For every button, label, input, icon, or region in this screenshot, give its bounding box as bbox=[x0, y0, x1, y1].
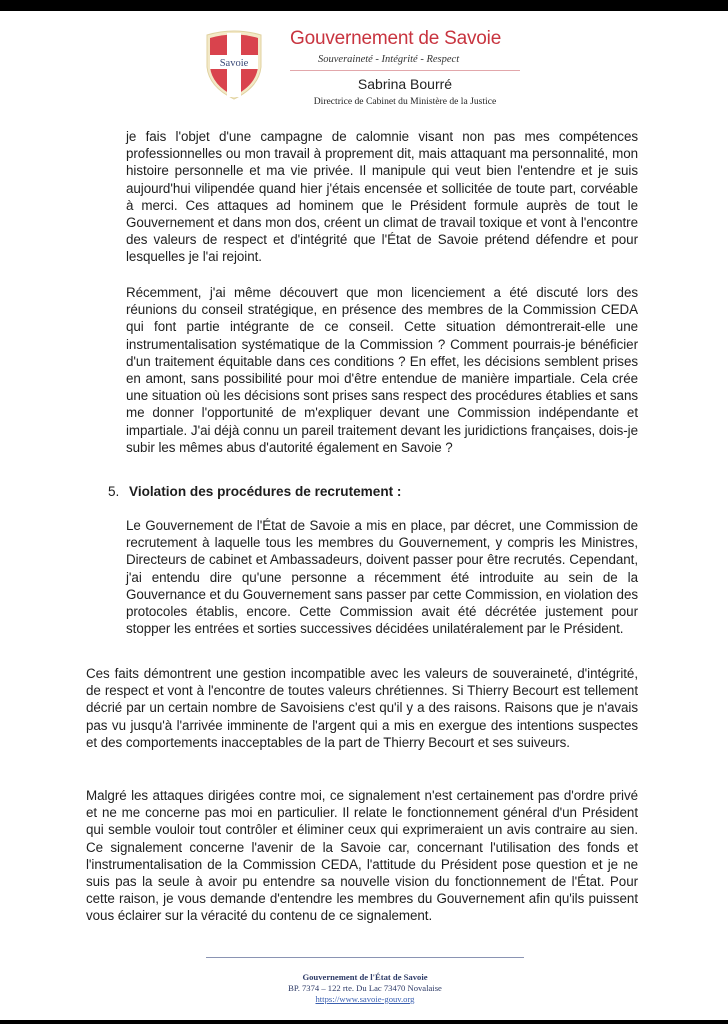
header-divider bbox=[290, 70, 520, 71]
shield-label: Savoie bbox=[219, 58, 249, 69]
bottom-black-bar bbox=[0, 1020, 728, 1024]
section-heading bbox=[108, 484, 401, 499]
paragraph-conclusion: Malgré les attaques dirigées contre moi, ce signalement n'est certainement pas d'ordre privé et ne me concerne pas moi en particulier. Il relate le fonctionnement général d'un Président qui semble vouloir tout contrôler et éliminer ceux qui exprimeraient un avis contraire au sien. Ce signalement concerne l'avenir de la Savoie car, concernant l'utilisation des fonds et l'instrumentalisation de la Commission CEDA, l'attitude du Président pose question et je ne suis pas la seule à avoir pu entendre sa nouvelle vision du fonctionnement de l'État. Pour cette raison, je vous demande d'entendre les membres du Gouvernement afin qu'ils puissent vous éclairer sur la véracité du contenu de ce signalement. bbox=[86, 788, 638, 924]
org-name: Gouvernement de Savoie bbox=[290, 28, 502, 49]
sender-title: Directrice de Cabinet du Ministère de la Justice bbox=[313, 96, 497, 107]
section-title: Violation des procédures de recrutement : bbox=[129, 484, 402, 499]
paragraph-recrutement: Le Gouvernement de l'État de Savoie a mis en place, par décret, une Commission de recrutement à laquelle tous les membres du Gouvernement, y compris les Ministres, Directeurs de cabinet et Ambassadeurs, doivent passer pour être recrutés. Cependant, j'ai entendu dire qu'une personne a récemment été introduite au sein de la Gouvernance et du Gouvernement sans passer par cette Commission, en violation des protocoles établis, encore. Cette Commission avait été décrétée justement pour stopper les entrées et sorties successives décidées unilatéralement par le Président. bbox=[126, 518, 638, 637]
top-black-bar bbox=[0, 0, 728, 11]
section-number: 5. bbox=[108, 484, 120, 499]
motto: Souveraineté - Intégrité - Respect bbox=[318, 54, 460, 65]
footer-org: Gouvernement de l'État de Savoie bbox=[302, 972, 428, 982]
letterhead bbox=[0, 11, 728, 116]
paragraph-licenciement: Récemment, j'ai même découvert que mon licenciement a été discuté lors des réunions du conseil stratégique, en présence des membres de la Commission CEDA qui font partie intégrante de ce conseil. Cette situation démontrerait-elle une instrumentalisation systématique de la Commission ? Comment pourrais-je bénéficier d'un traitement équitable dans ces conditions ? En effet, les décisions semblent prises en amont, sans possibilité pour moi d'être entendue de manière impartiale. Cela crée une situation où les décisions sont prises sans respect des procédures établies et sans me donner l'opportunité de m'expliquer devant une Commission indépendante et impartiale. J'ai déjà connu un pareil traitement devant les juridictions françaises, dois-je subir les mêmes abus d'autorité également en Savoie ? bbox=[126, 285, 638, 455]
sender-name: Sabrina Bourré bbox=[357, 76, 453, 92]
footer bbox=[200, 972, 530, 1005]
paragraph-gestion: Ces faits démontrent une gestion incompatible avec les valeurs de souveraineté, d'intégrité, de respect et vont à l'encontre de toutes valeurs chrétiennes. Si Thierry Becourt est tellement décrié par un certain nombre de Savoisiens c'est qu'il y a des raisons. Raisons que je n'avais pas vu jusqu'à l'arrivée imminente de l'argent qui a mis en exergue des intentions suspectes et des comportements inacceptables de la part de Thierry Becourt et ses suiveurs. bbox=[86, 666, 638, 750]
footer-divider bbox=[206, 957, 524, 958]
paragraph-calomnie: je fais l'objet d'une campagne de calomnie visant non pas mes compétences professionnelles ou mon travail à proprement dit, mais attaquant ma personnalité, mon histoire personnelle et ma vie privée. Il manipule qui veut bien l'entendre et je suis aujourd'hui vilipendée quand hier j'étais encensée et sollicitée de toute part, corvéable à merci. Ces attaques ad hominem que le Président formule auprès de tout le Gouvernement et dans mon dos, créent un climat de travail toxique et vont à l'encontre des valeurs de respect et d'intégrité que l'État de Savoie prétend défendre et pour lesquelles je l'ai rejoint. bbox=[126, 129, 638, 265]
footer-website-link[interactable]: https://www.savoie-gouv.org bbox=[315, 994, 415, 1004]
footer-address: BP. 7374 – 122 rte. Du Lac 73470 Novalaise bbox=[288, 983, 442, 993]
savoie-shield-logo-icon bbox=[205, 29, 263, 101]
